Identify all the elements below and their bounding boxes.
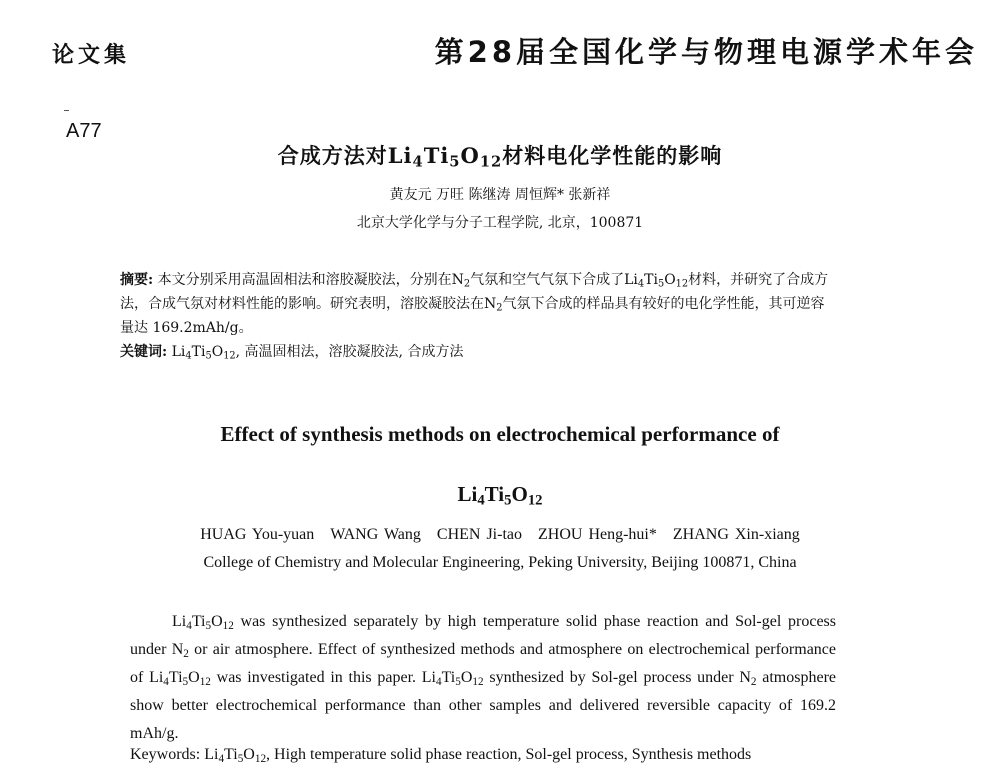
english-title: Effect of synthesis methods on electrochemical performance of — [220, 422, 780, 446]
n2-formula: $N_2$ — [739, 669, 757, 688]
author: WANG Wang — [330, 526, 421, 543]
n2-formula: $N_2$ — [484, 296, 503, 314]
formula: $Li_4Ti_5O_{12}$ — [387, 143, 503, 171]
english-authors — [0, 526, 1000, 544]
english-abstract: $Li_4Ti_5O_{12}$ was synthesized separately by high temperature solid phase reaction and Sol-gel process under $N_2$ or air atmosphere. Effect of synthesized methods and atmosphere on electrochemical performance of $Li_4Ti_5O_{12}$ was investigated in this paper. $Li_4Ti_5O_{12}$ synthesized by Sol-gel process under $N_2$ atmosphere show better electrochemical performance than other samples and delivered reversible capacity of 169.2 mAh/g. — [130, 613, 837, 742]
formula: $Li_4Ti_5O_{12}$ — [457, 482, 543, 509]
conference-title: 第28届全国化学与物理电源学术年会 — [434, 35, 978, 69]
english-title-formula — [0, 482, 1000, 507]
chinese-title-pre: 合成方法对 — [277, 143, 388, 168]
chinese-affiliation: 北京大学化学与分子工程学院, 北京，100871 — [356, 215, 644, 231]
formula: $Li_4Ti_5O_{12}$ — [171, 344, 236, 362]
chinese-authors: 黄友元 万旺 陈继涛 周恒辉* 张新祥 — [389, 187, 611, 203]
formula: $Li_4Ti_5O_{12}$ — [421, 669, 484, 688]
keywords-label: Keywords: — [130, 746, 201, 763]
formula: $Li_4Ti_5O_{12}$ — [204, 746, 267, 765]
paper-code: A77 — [66, 120, 102, 142]
chinese-abstract: 摘要: 本文分别采用高温固相法和溶胶凝胶法，分别在$N_2$气氛和空气气氛下合成了$Li_4Ti_5O_{12}$材料，并研究了合成方法，合成气氛对材料性能的影响。研究表明，溶胶凝胶法在$N_2$气氛下合成的样品具有较好的电化学性能，其可逆容量达 169.2mAh/g。 关键词: $Li_4Ti_5O_{12}$, 高温固相法，溶胶凝胶法, 合成方法 — [120, 272, 829, 362]
author: ZHANG Xin-xiang — [672, 526, 800, 543]
margin-mark — [64, 110, 69, 111]
author: ZHOU Heng-hui* — [538, 526, 657, 543]
author: CHEN Ji-tao — [436, 526, 522, 543]
formula: $Li_4Ti_5O_{12}$ — [624, 272, 689, 290]
n2-formula: $N_2$ — [171, 641, 189, 660]
english-affiliation: College of Chemistry and Molecular Engineering, Peking University, Beijing 100871, China — [203, 554, 797, 571]
formula: $Li_4Ti_5O_{12}$ — [172, 613, 234, 632]
collection-label: 论文集 — [52, 43, 131, 68]
keywords-label: 关键词: — [120, 344, 168, 360]
chinese-title — [0, 140, 1000, 170]
author: HUAG You-yuan — [200, 526, 315, 543]
n2-formula: $N_2$ — [451, 272, 471, 290]
formula: $Li_4Ti_5O_{12}$ — [149, 669, 211, 688]
chinese-title-post: 材料电化学性能的影响 — [502, 143, 723, 168]
abstract-label: 摘要: — [120, 272, 154, 288]
english-keywords: Keywords: $Li_4Ti_5O_{12}$, High temperature solid phase reaction, Sol-gel process, Synthesis methods — [130, 746, 752, 765]
